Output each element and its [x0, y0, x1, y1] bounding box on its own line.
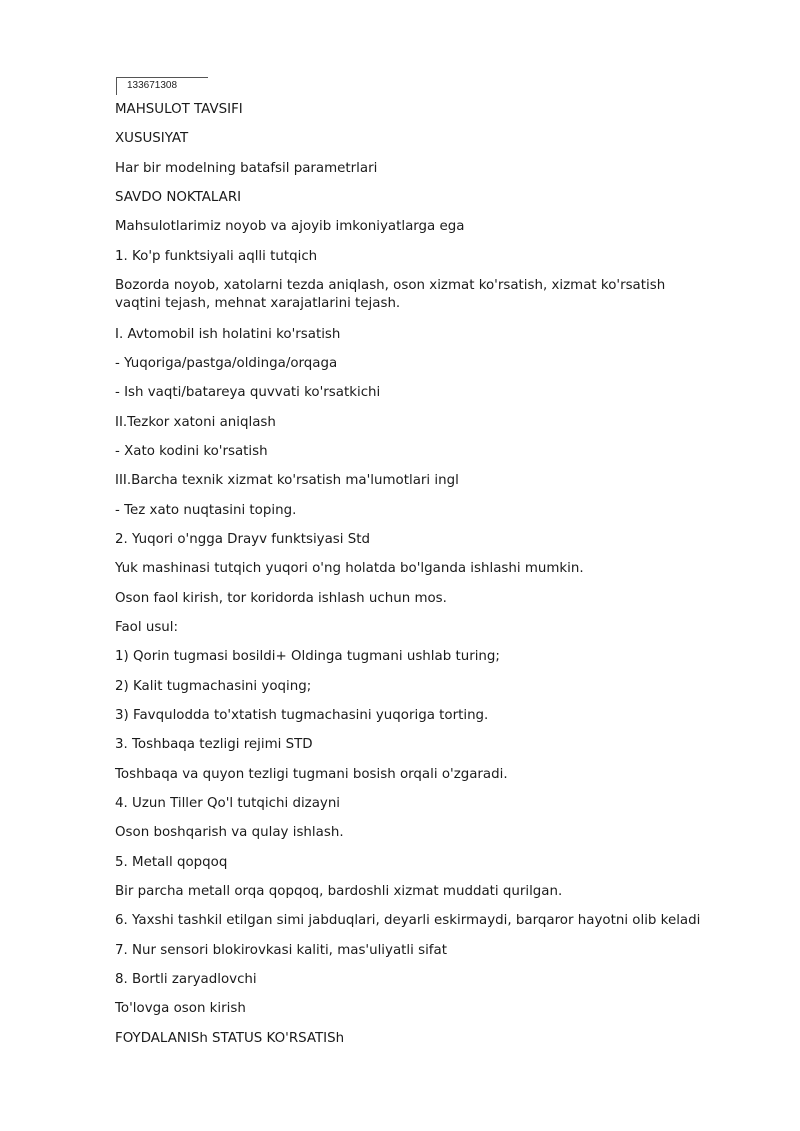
heading-features: XUSUSIYAT [115, 131, 189, 146]
paragraph: Har bir modelning batafsil parametrlari [115, 161, 378, 176]
paragraph: Faol usul: [115, 620, 179, 635]
roman-item: I. Avtomobil ish holatini ko'rsatish [115, 327, 341, 342]
step-item: 3) Favqulodda to'xtatish tugmachasini yuqoriga torting. [115, 708, 489, 723]
roman-item: III.Barcha texnik xizmat ko'rsatish ma'lumotlari ingl [115, 473, 459, 488]
paragraph: To'lovga oson kirish [115, 1001, 246, 1016]
numbered-item: 7. Nur sensori blokirovkasi kaliti, mas'uliyatli sifat [115, 943, 447, 958]
numbered-item: 6. Yaxshi tashkil etilgan simi jabduqlari, deyarli eskirmaydi, barqaror hayotni olib keladi [115, 913, 701, 928]
dash-item: - Ish vaqti/batareya quvvati ko'rsatkichi [115, 385, 381, 400]
numbered-item: 5. Metall qopqoq [115, 855, 228, 870]
numbered-item: 2. Yuqori o'ngga Drayv funktsiyasi Std [115, 532, 371, 547]
step-item: 2) Kalit tugmachasini yoqing; [115, 679, 312, 694]
document-id-box [116, 77, 208, 95]
heading-product-description: MAHSULOT TAVSIFI [115, 102, 243, 117]
step-item: 1) Qorin tugmasi bosildi+ Oldinga tugmani ushlab turing; [115, 649, 500, 664]
dash-item: - Yuqoriga/pastga/oldinga/orqaga [115, 356, 338, 371]
heading-selling-points: SAVDO NOKTALARI [115, 190, 242, 205]
roman-item: II.Tezkor xatoni aniqlash [115, 415, 276, 430]
paragraph: Bozorda noyob, xatolarni tezda aniqlash, oson xizmat ko'rsatish, xizmat ko'rsatish vaqtini tejash, mehnat xarajatlarini tejash. [115, 278, 666, 311]
paragraph: Oson boshqarish va qulay ishlash. [115, 825, 344, 840]
numbered-item: 3. Toshbaqa tezligi rejimi STD [115, 737, 313, 752]
dash-item: - Xato kodini ko'rsatish [115, 444, 268, 459]
document-id: 133671308 [127, 80, 178, 91]
numbered-item: 4. Uzun Tiller Qo'l tutqichi dizayni [115, 796, 341, 811]
paragraph: Oson faol kirish, tor koridorda ishlash uchun mos. [115, 591, 447, 606]
heading-usage-status: FOYDALANISh STATUS KO'RSATISh [115, 1031, 345, 1046]
paragraph: Yuk mashinasi tutqich yuqori o'ng holatda bo'lganda ishlashi mumkin. [115, 561, 584, 576]
paragraph: Mahsulotlarimiz noyob va ajoyib imkoniyatlarga ega [115, 219, 465, 234]
numbered-item: 1. Ko'p funktsiyali aqlli tutqich [115, 249, 318, 264]
numbered-item: 8. Bortli zaryadlovchi [115, 972, 257, 987]
dash-item: - Tez xato nuqtasini toping. [115, 503, 297, 518]
paragraph: Toshbaqa va quyon tezligi tugmani bosish orqali o'zgaradi. [115, 767, 508, 782]
paragraph: Bir parcha metall orqa qopqoq, bardoshli xizmat muddati qurilgan. [115, 884, 563, 899]
